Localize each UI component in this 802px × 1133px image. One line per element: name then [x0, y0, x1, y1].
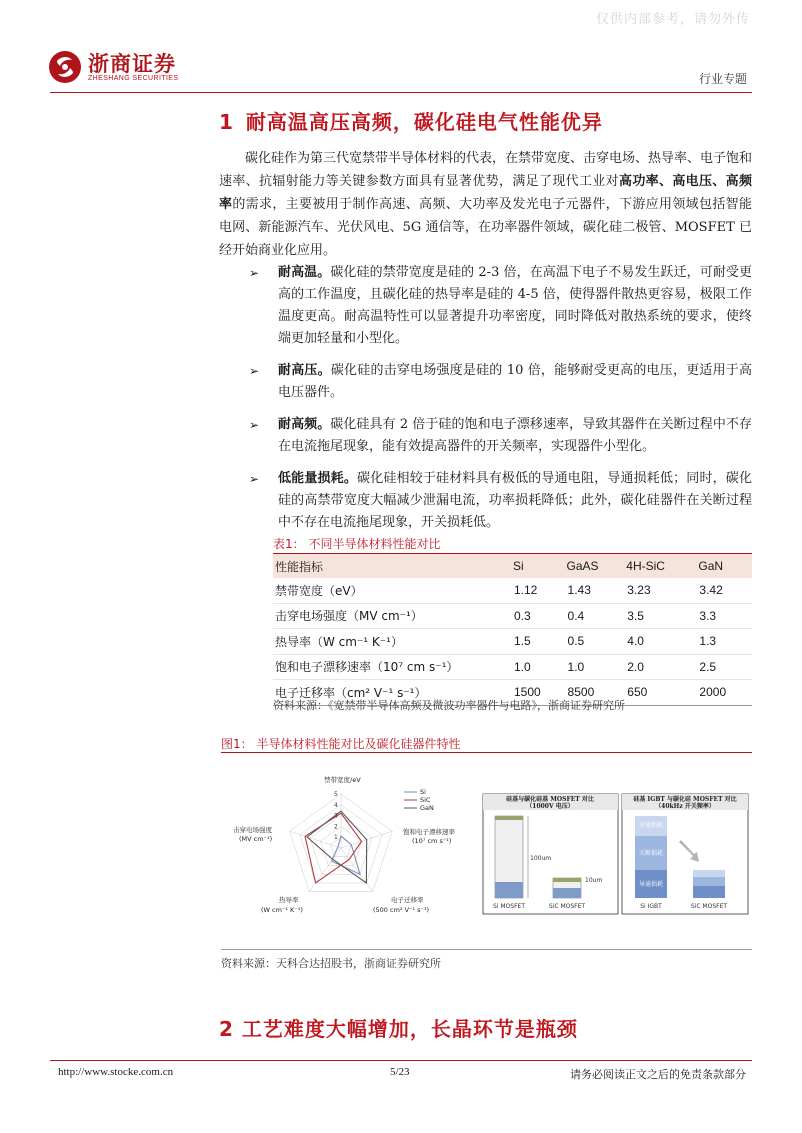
intro-paragraph	[219, 147, 752, 262]
radar-tick-label: 3	[334, 812, 338, 820]
loss-label: 开通损耗	[638, 822, 664, 829]
sic-loss-segment-conduction	[693, 886, 725, 898]
table-cell: 8500	[567, 680, 627, 706]
device-label: Si MOSFET	[493, 903, 525, 910]
table-header-row	[273, 554, 752, 579]
si-mosfet-substrate	[495, 882, 523, 898]
section-1-number: 1	[219, 110, 234, 134]
arrow-bullet-icon: ➢	[249, 266, 260, 280]
radar-axis-label: 禁带宽度/eV	[324, 776, 361, 784]
mosfet-size-panel	[483, 794, 618, 914]
table-cell: 3.3	[698, 603, 752, 629]
table-cell: 0.5	[567, 629, 627, 655]
radar-series	[305, 811, 367, 883]
bullet-text: 碳化硅相较于硅材料具有极低的导通电阻，导通损耗低；同时，碳化硅的高禁带宽度大幅减少泄漏电流，功率损耗降低；此外，碳化硅器件在关断过程中不存在电流拖尾现象，开关损耗低。	[278, 471, 752, 530]
footer-divider	[50, 1060, 752, 1061]
table-source-note: 资料来源：《宽禁带半导体高频及微波功率器件与电路》，浙商证券研究所	[273, 699, 625, 712]
table-row	[273, 629, 752, 655]
bullet-lead: 低能量损耗。	[278, 471, 358, 486]
sic-loss-segment-turn-on	[693, 870, 725, 877]
panel-subtitle: （40kHz 开关频率）	[655, 803, 715, 810]
table-row	[273, 603, 752, 629]
page-number: 5/23	[390, 1066, 410, 1078]
feature-bullet-list	[219, 262, 752, 544]
table-cell: 650	[626, 680, 698, 706]
table-cell: 饱和电子漂移速率（10⁷ cm s⁻¹）	[273, 654, 513, 680]
table-header-cell: GaN	[698, 554, 752, 579]
switching-loss-panel	[622, 794, 748, 914]
table-cell: 2000	[698, 680, 752, 706]
loss-label: 关断损耗	[638, 850, 664, 857]
si-mosfet-top-layer	[495, 816, 523, 820]
brand-name-cn: 浙商证券	[88, 51, 176, 76]
bullet-low-loss	[219, 468, 752, 534]
arrow-bullet-icon: ➢	[249, 472, 260, 486]
table-caption: 表1： 不同半导体材料性能对比	[273, 537, 441, 551]
bullet-text: 碳化硅的禁带宽度是硅的 2-3 倍，在高温下电子不易发生跃迁，可耐受更高的工作温度，且碳化硅的热导率是硅的 4-5 倍，使得器件散热更容易，极限工作温度更高。耐高温特性可以显著提升功率密度，同时降低对散热系统的要求，使终端更加轻量和小型化。	[278, 265, 752, 346]
table-cell: 4.0	[626, 629, 698, 655]
intro-text-b: 的需求，主要被用于制作高速、高频、大功率及发光电子元器件，下游应用领域包括智能电网、新能源汽车、光伏风电、5G 通信等，在功率器件领域，碳化硅二极管、MOSFET 已经开始商业化应用。	[219, 197, 752, 258]
table-cell: 3.5	[626, 603, 698, 629]
dimension-label: 10um	[585, 877, 603, 884]
sic-mosfet-top-layer	[553, 878, 581, 882]
report-type-tag: 行业专题	[698, 72, 747, 86]
radar-axis-unit: (500 cm² V⁻¹ s⁻¹)	[373, 906, 430, 914]
table-row	[273, 654, 752, 680]
table-cell: 2.0	[626, 654, 698, 680]
figure-source-note: 资料来源：天科合达招股书，浙商证券研究所	[221, 957, 441, 970]
legend-label: GaN	[420, 804, 434, 812]
radar-chart	[233, 775, 456, 914]
watermark: 仅供内部参考，请勿外传	[595, 12, 750, 27]
device-label: SiC MOSFET	[690, 903, 728, 910]
table-cell: 3.23	[626, 578, 698, 603]
bullet-high-temperature	[219, 262, 752, 350]
bullet-high-voltage	[219, 360, 752, 404]
section-2-number: 2	[219, 1017, 234, 1041]
section-1-title: 耐高温高压高频，碳化硅电气性能优异	[245, 110, 603, 134]
reduction-arrow-icon	[679, 840, 699, 862]
bullet-lead: 耐高温。	[278, 265, 331, 280]
table-cell: 1.3	[698, 629, 752, 655]
radar-axis-unit: (W cm⁻¹ K⁻¹)	[261, 906, 303, 914]
sic-mosfet-substrate	[553, 888, 581, 898]
table-header-cell: Si	[513, 554, 567, 579]
table-cell: 1.0	[567, 654, 627, 680]
radar-axis-label: 饱和电子漂移速率	[403, 828, 455, 836]
table-cell: 1500	[513, 680, 567, 706]
section-1-heading	[219, 106, 603, 135]
header-divider	[50, 92, 752, 93]
radar-axis-label: 电子迁移率	[391, 896, 424, 904]
radar-tick-label: 4	[334, 801, 338, 809]
table-row	[273, 578, 752, 603]
bullet-lead: 耐高频。	[278, 417, 331, 432]
bullet-text: 碳化硅的击穿电场强度是硅的 10 倍，能够耐受更高的电压，更适用于高电压器件。	[278, 363, 752, 400]
radar-tick-label: 5	[334, 791, 338, 798]
arrow-bullet-icon: ➢	[249, 418, 260, 432]
table-cell: 0.3	[513, 603, 567, 629]
table-cell: 电子迁移率（cm² V⁻¹ s⁻¹）	[273, 680, 513, 706]
figure-top-rule	[221, 752, 752, 753]
figure-caption: 图1： 半导体材料性能对比及碳化硅器件特性	[221, 737, 461, 751]
radar-axis-unit: (MV cm⁻¹)	[239, 835, 273, 843]
radar-tick-label: 1	[334, 834, 338, 842]
intro-text-a: 碳化硅作为第三代宽禁带半导体材料的代表，在禁带宽度、击穿电场、热导率、电子饱和速率、抗辐射能力等关键参数方面具有显著优势，满足了现代工业对	[219, 151, 753, 189]
loss-label: 导通损耗	[638, 881, 664, 888]
section-2-heading	[219, 1013, 578, 1042]
radar-tick-label: 2	[334, 823, 338, 831]
bullet-lead: 耐高压。	[278, 363, 331, 378]
radar-axis-label: 击穿电场强度	[233, 826, 272, 834]
table-header-cell: 4H-SiC	[626, 554, 698, 579]
table-cell: 禁带宽度（eV）	[273, 578, 513, 603]
arrow-bullet-icon: ➢	[249, 364, 260, 378]
brand-logo	[48, 50, 178, 84]
bullet-high-frequency	[219, 414, 752, 458]
table-header-cell: GaAS	[567, 554, 627, 579]
brand-name-en: ZHESHANG SECURITIES	[88, 74, 179, 82]
panel-subtitle: （1000V 电压）	[526, 803, 574, 810]
table-cell: 2.5	[698, 654, 752, 680]
table-cell: 0.4	[567, 603, 627, 629]
radar-grid	[290, 794, 393, 892]
legend-label: Si	[420, 788, 426, 796]
table-cell: 1.43	[567, 578, 627, 603]
sic-loss-segment-turn-off	[693, 877, 725, 886]
panel-title: 硅基与碳化硅基 MOSFET 对比	[506, 796, 594, 803]
material-comparison-table	[273, 553, 752, 706]
legend-label: SiC	[420, 796, 431, 804]
table-cell: 3.42	[698, 578, 752, 603]
table-cell: 热导率（W cm⁻¹ K⁻¹）	[273, 629, 513, 655]
radar-axis-label: 热导率	[279, 896, 299, 904]
device-label: SiC MOSFET	[548, 903, 586, 910]
radar-legend	[404, 788, 434, 812]
intro-text-bold: 高功率、高电压、高频率	[219, 174, 752, 212]
section-2-title: 工艺难度大幅增加，长晶环节是瓶颈	[241, 1017, 578, 1041]
radar-axis-unit: (10⁷ cm s⁻¹)	[412, 837, 452, 845]
bullet-text: 碳化硅具有 2 倍于硅的饱和电子漂移速率，导致其器件在关断过程中不存在电流拖尾现象，能有效提高器件的开关频率，实现器件小型化。	[278, 417, 752, 454]
table-cell: 1.5	[513, 629, 567, 655]
radar-spoke	[309, 848, 341, 892]
panel-title: 硅基 IGBT 与碳化硅 MOSFET 对比	[633, 796, 737, 803]
figure-graphic	[221, 756, 752, 946]
table-cell: 击穿电场强度（MV cm⁻¹）	[273, 603, 513, 629]
website-link[interactable]: http://www.stocke.com.cn	[58, 1066, 174, 1078]
device-label: Si IGBT	[640, 903, 662, 910]
brand-mark-icon	[48, 50, 82, 84]
table-cell: 1.0	[513, 654, 567, 680]
disclaimer-note: 请务必阅读正文之后的免责条款部分	[570, 1068, 746, 1081]
dimension-label: 100um	[530, 855, 552, 862]
table-header-cell: 性能指标	[273, 554, 513, 579]
figure-bottom-rule	[221, 949, 752, 950]
table-cell: 1.12	[513, 578, 567, 603]
radar-spoke	[341, 848, 373, 892]
